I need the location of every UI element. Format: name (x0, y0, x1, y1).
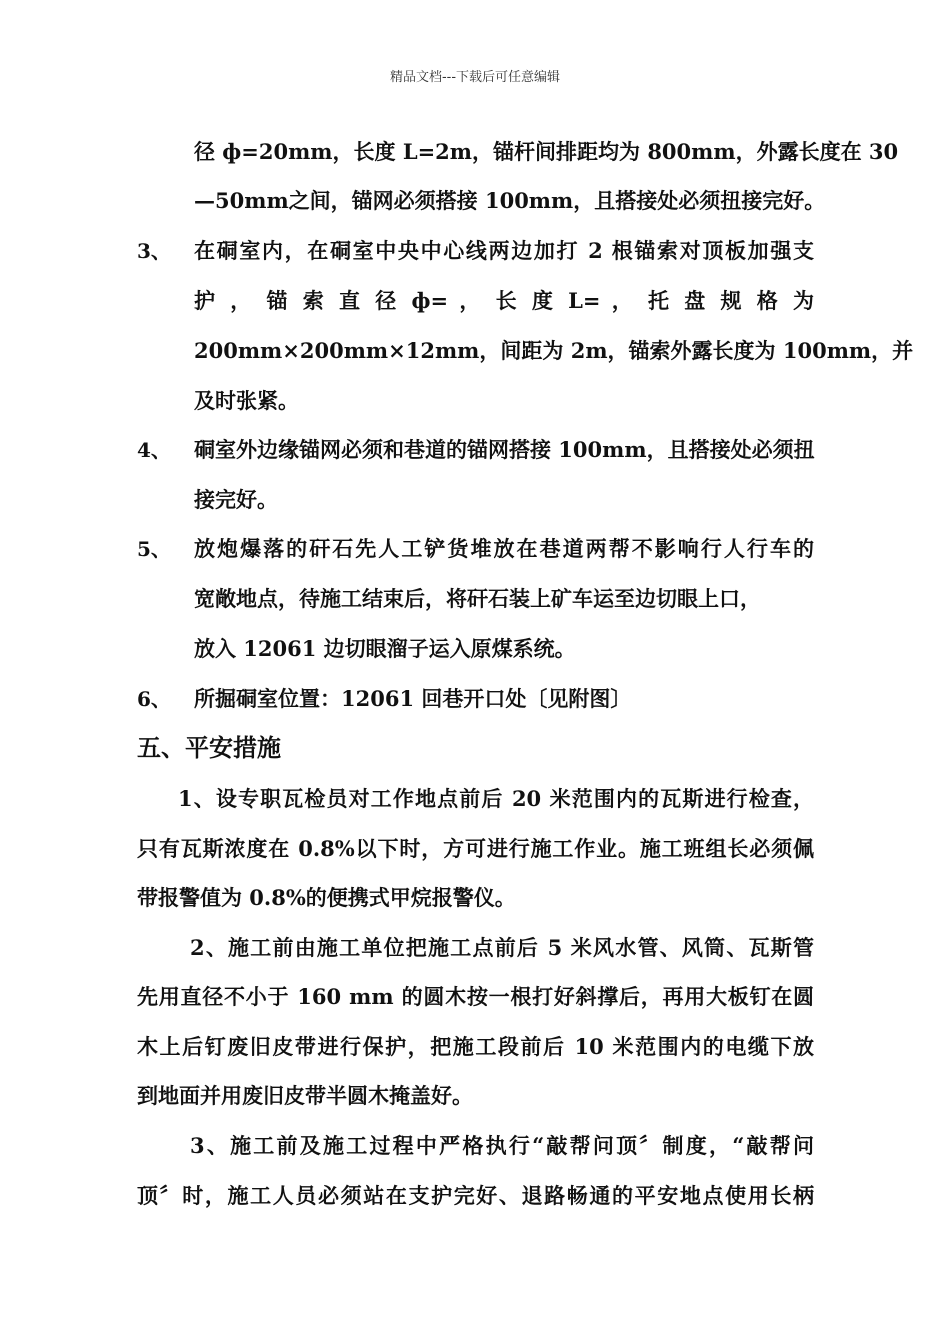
item-number: 4、 (137, 438, 171, 462)
text-line: 接完好。 (194, 487, 278, 512)
text-line: 在硐室内，在硐室中央中心线两边加打 2 根锚索对顶板加强支 (194, 238, 814, 263)
text-line: 硐室外边缘锚网必须和巷道的锚网搭接 100mm，且搭接处必须扭 (194, 437, 815, 462)
text-line: 护 ， 锚 索 直 径 ф= ， 长 度 L= ， 托 盘 规 格 为 (194, 288, 814, 313)
page-header: 精品文档---下载后可任意编辑 (389, 70, 561, 85)
text-line: 径 ф=20mm，长度 L=2m，锚杆间排距均为 800mm，外露长度在 30 (194, 139, 899, 164)
item-number: 6、 (137, 687, 171, 711)
item-number: 5、 (137, 537, 171, 561)
text-line: 及时张紧。 (194, 388, 299, 413)
text-line: 宽敞地点，待施工结束后，将矸石装上矿车运至边切眼上口， (194, 586, 761, 611)
text-line: 所掘硐室位置：12061 回巷开口处〔见附图〕 (194, 686, 632, 711)
item-number: 3、 (137, 239, 171, 263)
text-line: 顶〞时，施工人员必须站在支护完好、退路畅通的平安地点使用长柄 (137, 1183, 814, 1208)
text-line: 放入 12061 边切眼溜子运入原煤系统。 (194, 636, 576, 661)
text-line: 到地面并用废旧皮带半圆木掩盖好。 (137, 1083, 473, 1108)
text-line: 只有瓦斯浓度在 0.8%以下时，方可进行施工作业。施工班组长必须佩 (137, 836, 814, 861)
section-heading: 五、平安措施 (137, 733, 281, 762)
text-line: —50mm之间，锚网必须搭接 100mm，且搭接处必须扭接完好。 (194, 188, 826, 213)
text-line: 2、施工前由施工单位把施工点前后 5 米风水管、风筒、瓦斯管 (190, 935, 814, 960)
text-line: 200mm×200mm×12mm，间距为 2m，锚索外露长度为 100mm，并 (194, 338, 914, 363)
text-line: 木上后钉废旧皮带进行保护，把施工段前后 10 米范围内的电缆下放 (137, 1034, 814, 1059)
text-line: 3、施工前及施工过程中严格执行“敲帮问顶〞制度，“敲帮问 (190, 1133, 814, 1158)
text-line: 带报警值为 0.8%的便携式甲烷报警仪。 (137, 885, 516, 910)
text-line: 1、设专职瓦检员对工作地点前后 20 米范围内的瓦斯进行检查， (178, 786, 814, 811)
text-line: 放炮爆落的矸石先人工铲货堆放在巷道两帮不影响行人行车的 (194, 536, 814, 561)
text-line: 先用直径不小于 160 mm 的圆木按一根打好斜撑后，再用大板钉在圆 (137, 984, 814, 1009)
